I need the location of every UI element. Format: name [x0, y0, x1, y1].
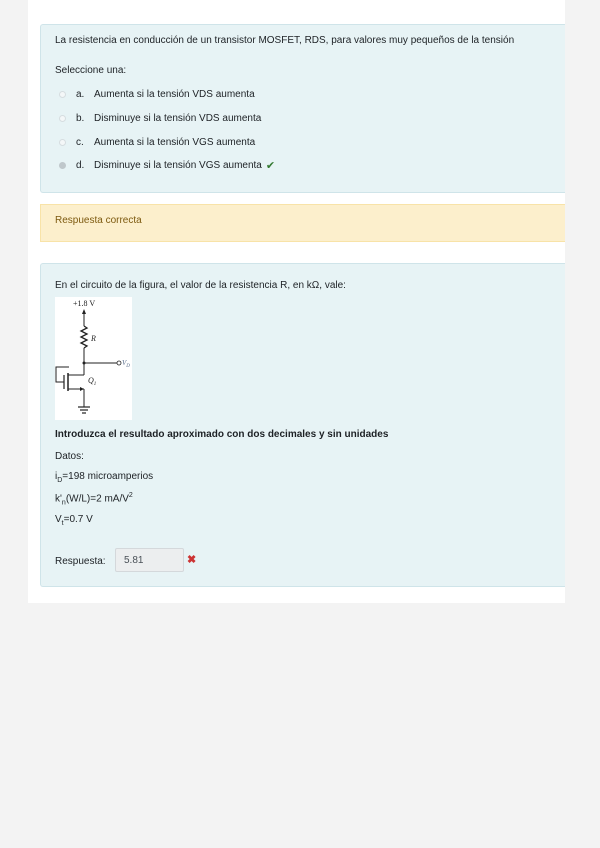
option-a[interactable] [59, 87, 255, 101]
radio-button[interactable] [59, 91, 66, 98]
option-d[interactable] [59, 158, 275, 172]
data-k: $k'_n(W/L)=2$ $mA/V^2$ [55, 492, 133, 507]
question-1-text: La resistencia en conducción de un transistor MOSFET, RDS, para valores muy pequeños de la tensión [55, 35, 515, 46]
resistor-icon [81, 326, 87, 348]
datos-label: Datos: [55, 451, 84, 462]
option-label: Aumenta si la tensión VDS aumenta [94, 88, 255, 100]
question-2-text: En el circuito de la figura, el valor de la resistencia R, en kΩ, vale: [55, 280, 346, 291]
radio-button-selected[interactable] [59, 162, 66, 169]
feedback-banner: Respuesta correcta [40, 204, 565, 242]
transistor-label: $Q_1$ [88, 376, 97, 387]
radio-button[interactable] [59, 115, 66, 122]
supply-label: +1.8 V [73, 299, 96, 308]
quiz-page [28, 0, 565, 603]
radio-button[interactable] [59, 139, 66, 146]
option-letter: a. [76, 88, 85, 100]
data-id: $i_D=198$ microamperios [55, 471, 154, 484]
output-terminal [117, 361, 121, 365]
output-label: $V_D$ [122, 359, 130, 369]
option-letter: d. [76, 159, 85, 171]
option-b[interactable] [59, 111, 261, 125]
option-letter: b. [76, 112, 85, 124]
question-1 [40, 24, 565, 193]
option-label: Aumenta si la tensión VGS aumenta [94, 136, 256, 148]
instruction-text: Introduzca el resultado aproximado con dos decimales y sin unidades [55, 429, 389, 440]
incorrect-cross-icon: ✖ [187, 554, 197, 566]
option-label: Disminuye si la tensión VGS aumenta [94, 159, 262, 171]
option-label: Disminuye si la tensión VDS aumenta [94, 112, 262, 124]
correct-check-icon: ✔ [265, 159, 276, 172]
answer-input[interactable]: 5.81 [115, 548, 184, 572]
option-c[interactable] [59, 135, 255, 149]
resistor-label: R [91, 334, 96, 343]
source-arrow [80, 387, 84, 391]
answer-label: Respuesta: [55, 556, 106, 567]
select-prompt: Seleccione una: [55, 65, 127, 76]
circuit-diagram [55, 297, 132, 420]
question-2 [40, 263, 565, 587]
gate-wire [56, 367, 69, 382]
data-vt: $V_t=0.7$ V [55, 514, 93, 527]
option-letter: c. [76, 136, 84, 148]
